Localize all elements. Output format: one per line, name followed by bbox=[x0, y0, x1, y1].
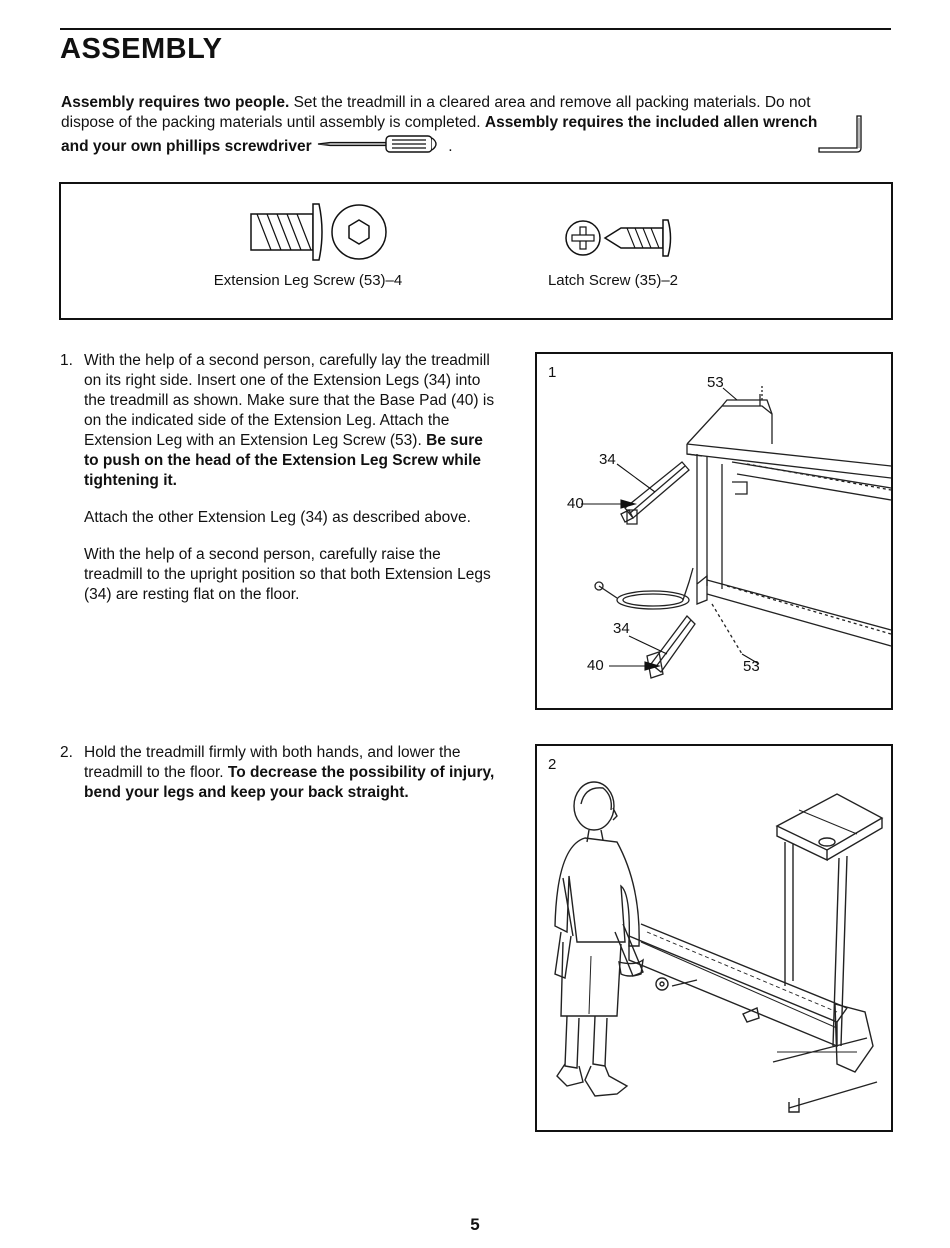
intro-bold-allen-wrench: Assembly requires the included allen wrench bbox=[484, 114, 818, 131]
callout-34-top: 34 bbox=[599, 451, 616, 468]
figure-1-illustration bbox=[537, 354, 891, 708]
callout-40-top: 40 bbox=[567, 495, 584, 512]
callout-40-bottom: 40 bbox=[587, 657, 604, 674]
extension-leg-screw-label: Extension Leg Screw (53)–4 bbox=[213, 272, 403, 289]
allen-wrench-icon bbox=[815, 114, 865, 159]
figure-1-number: 1 bbox=[548, 364, 557, 381]
step-2-paragraph bbox=[84, 743, 498, 803]
callout-34-bottom: 34 bbox=[613, 620, 630, 637]
page-number: 5 bbox=[470, 1215, 480, 1234]
step-2-text: Hold the treadmill firmly with both hands, and lower the treadmill to the floor. bbox=[84, 744, 461, 781]
step-1-warning: Be sure to push on the head of the Extension Leg Screw while tightening it. bbox=[84, 432, 483, 489]
step-1-number: 1. bbox=[60, 352, 73, 369]
figure-1 bbox=[535, 352, 893, 710]
figure-2 bbox=[535, 744, 893, 1132]
parts-box bbox=[59, 182, 893, 320]
step-1-text: With the help of a second person, carefully lay the treadmill on its right side. Insert one of the Extension Legs (34) into the treadmill as shown. Make sure that the Base Pad (40) is on the indicated side of the Extension Leg. Attach the Extension Leg with an Extension Leg Screw (53). bbox=[84, 352, 495, 449]
latch-screw-label: Latch Screw (35)–2 bbox=[547, 272, 679, 289]
callout-53-bottom: 53 bbox=[743, 658, 760, 675]
figure-2-number: 2 bbox=[548, 756, 557, 773]
intro-bold-two-people: Assembly requires two people. bbox=[61, 94, 290, 111]
latch-screw-part bbox=[523, 200, 703, 289]
screwdriver-icon bbox=[316, 133, 444, 161]
intro-paragraph bbox=[61, 93, 866, 161]
callout-53-top: 53 bbox=[707, 374, 724, 391]
figure-2-illustration bbox=[537, 746, 891, 1130]
intro-text: Set the treadmill in a cleared area and remove all packing materials. Do not dispose of the packing materials until assembly is completed. bbox=[61, 94, 811, 131]
top-rule bbox=[60, 28, 891, 30]
intro-bold-screwdriver: and your own phillips screwdriver bbox=[61, 138, 312, 156]
page-title: ASSEMBLY bbox=[60, 33, 223, 65]
extension-leg-screw-icon bbox=[223, 200, 393, 264]
step-1-paragraph-1 bbox=[84, 351, 498, 491]
extension-leg-screw-part bbox=[203, 200, 413, 289]
step-1-paragraph-3: With the help of a second person, carefully raise the treadmill to the upright position so that both Extension Legs (34) are resting flat on the floor. bbox=[84, 546, 491, 603]
step-2-warning: To decrease the possibility of injury, bend your legs and keep your back straight. bbox=[84, 764, 495, 801]
step-2-number: 2. bbox=[60, 744, 73, 761]
latch-screw-icon bbox=[543, 200, 683, 264]
step-1-paragraph-2: Attach the other Extension Leg (34) as described above. bbox=[84, 509, 471, 526]
intro-end-period: . bbox=[448, 138, 453, 156]
